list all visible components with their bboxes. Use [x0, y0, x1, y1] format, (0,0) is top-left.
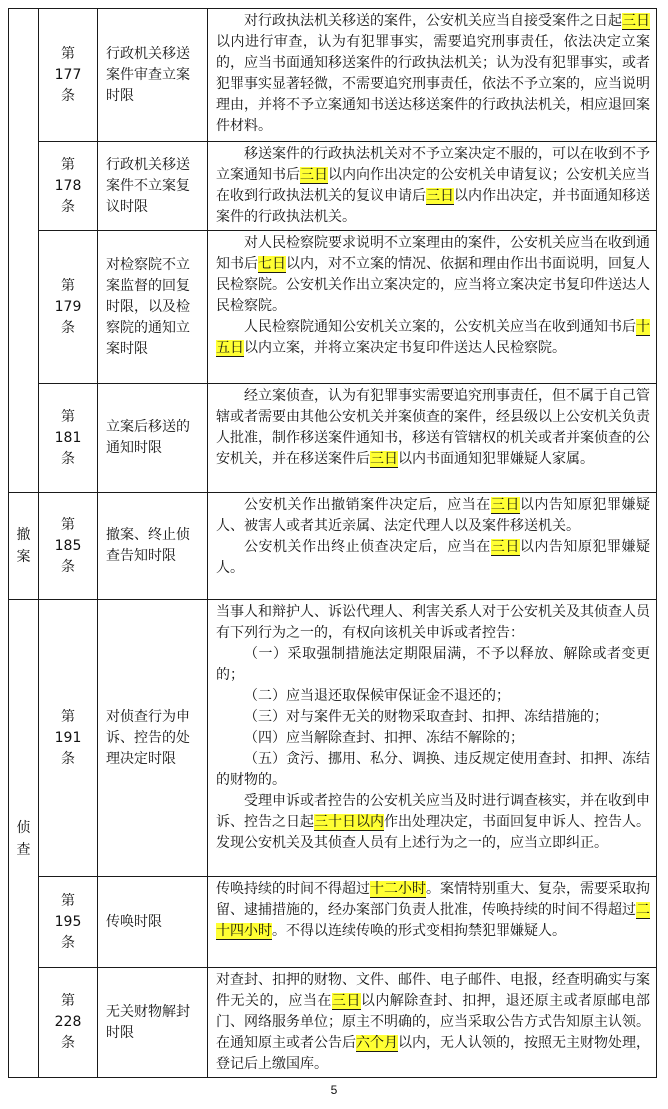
highlighted-term: 三日	[300, 167, 328, 183]
highlighted-term: 三日	[331, 993, 361, 1009]
time-limits-table	[8, 8, 657, 1078]
content-cell	[208, 142, 657, 231]
article-number: 第 178 条	[39, 142, 98, 231]
article-number: 第 228 条	[39, 968, 98, 1078]
table-row	[9, 231, 657, 384]
paragraph: 受理申诉或者控告的公安机关应当及时进行调查核实，并在收到申诉、控告之日起三十日以内作出处理决定，书面回复申诉人、控告人。发现公安机关及其侦查人员有上述行为之一的，应当立即纠正。	[216, 793, 650, 851]
article-number: 第 195 条	[39, 877, 98, 968]
topic-cell: 行政机关移送案件不立案复议时限	[98, 142, 208, 231]
list-item: （五）贪污、挪用、私分、调换、违反规定使用查封、扣押、冻结的财物的。	[216, 751, 650, 788]
topic-cell: 对检察院不立案监督的回复时限，以及检察院的通知立案时限	[98, 231, 208, 384]
article-number: 第 179 条	[39, 231, 98, 384]
highlighted-term: 三日	[490, 497, 520, 513]
paragraph: 公安机关作出撤销案件决定后，应当在三日以内告知原犯罪嫌疑人、被害人或者其近亲属、法定代理人以及案件移送机关。	[216, 497, 651, 534]
highlighted-term: 三日	[490, 539, 520, 555]
paragraph: 对查封、扣押的财物、文件、邮件、电子邮件、电报，经查明确实与案件无关的，应当在三日以内解除查封、扣押，退还原主或者原邮电部门、网络服务单位；原主不明确的，应当采取公告方式告知原主认领。在通知原主或者公告后六个月以内，无人认领的，按照无主财物处理，登记后上缴国库。	[216, 972, 651, 1072]
highlighted-term: 三十日以内	[314, 814, 384, 830]
article-number: 第 177 条	[39, 9, 98, 142]
stage-cell-withdraw: 撤 案	[9, 493, 39, 600]
table-row	[9, 142, 657, 231]
highlighted-term: 七日	[258, 256, 286, 272]
highlighted-term: 二十四小时	[216, 902, 650, 939]
list-item: （三）对与案件无关的财物采取查封、扣押、冻结措施的；	[244, 709, 608, 725]
table-row	[9, 384, 657, 493]
table-row	[9, 9, 657, 142]
article-number: 第 185 条	[39, 493, 98, 600]
highlighted-term: 十二小时	[370, 881, 426, 897]
paragraph: 人民检察院通知公安机关立案的，公安机关应当在收到通知书后十五日以内立案，并将立案决定书复印件送达人民检察院。	[216, 319, 650, 356]
content-cell	[208, 9, 657, 142]
paragraph: 公安机关作出终止侦查决定后，应当在三日以内告知原犯罪嫌疑人。	[216, 539, 651, 576]
paragraph: 当事人和辩护人、诉讼代理人、利害关系人对于公安机关及其侦查人员有下列行为之一的，有权向该机关申诉或者控告：	[216, 604, 650, 641]
table-row	[9, 968, 657, 1078]
list-item: （二）应当退还取保候审保证金不退还的；	[244, 688, 510, 704]
stage-cell-investigate: 侦 查	[9, 600, 39, 1078]
content-cell	[208, 600, 657, 877]
topic-cell: 传唤时限	[98, 877, 208, 968]
table-row	[9, 493, 657, 600]
table-row	[9, 877, 657, 968]
topic-cell: 行政机关移送案件审查立案时限	[98, 9, 208, 142]
paragraph: 对人民检察院要求说明不立案理由的案件，公安机关应当在收到通知书后七日以内，对不立案的情况、依据和理由作出书面说明，回复人民检察院。公安机关作出立案决定的，应当将立案决定书复印件送达人民检察院。	[216, 235, 650, 314]
highlighted-term: 六个月	[356, 1035, 398, 1051]
content-cell	[208, 968, 657, 1078]
highlighted-term: 三日	[622, 13, 650, 29]
topic-cell: 立案后移送的通知时限	[98, 384, 208, 493]
content-cell	[208, 231, 657, 384]
topic-cell: 对侦查行为申诉、控告的处理决定时限	[98, 600, 208, 877]
content-cell	[208, 384, 657, 493]
table-row	[9, 600, 657, 877]
paragraph: 对行政执法机关移送的案件，公安机关应当自接受案件之日起三日以内进行审查，认为有犯罪事实，需要追究刑事责任，依法决定立案的，应当书面通知移送案件的行政执法机关；认为没有犯罪事实，或者犯罪事实显著轻微，不需要追究刑事责任，依法不予立案的，应当说明理由，并将不予立案通知书送达移送案件的行政执法机关，相应退回案件材料。	[216, 13, 650, 134]
paragraph: 传唤持续的时间不得超过十二小时。案情特别重大、复杂，需要采取拘留、逮捕措施的，经办案部门负责人批准，传唤持续的时间不得超过二十四小时。不得以连续传唤的形式变相拘禁犯罪嫌疑人。	[216, 881, 650, 939]
topic-cell: 无关财物解封时限	[98, 968, 208, 1078]
stage-cell-filing	[9, 9, 39, 493]
content-cell	[208, 493, 657, 600]
paragraph: 经立案侦查，认为有犯罪事实需要追究刑事责任，但不属于自己管辖或者需要由其他公安机关并案侦查的案件，经县级以上公安机关负责人批准，制作移送案件通知书，移送有管辖权的机关或者并案侦查的公安机关，并在移送案件后三日以内书面通知犯罪嫌疑人家属。	[216, 388, 650, 467]
topic-cell: 撤案、终止侦查告知时限	[98, 493, 208, 600]
article-number: 第 191 条	[39, 600, 98, 877]
highlighted-term: 三日	[370, 451, 398, 467]
highlighted-term: 三日	[426, 188, 454, 204]
list-item: （一）采取强制措施法定期限届满，不予以释放、解除或者变更的；	[216, 646, 650, 683]
list-item: （四）应当解除查封、扣押、冻结不解除的；	[244, 730, 524, 746]
content-cell	[208, 877, 657, 968]
highlighted-term: 十五日	[216, 319, 650, 356]
page-number: 5	[330, 1083, 338, 1097]
article-number: 第 181 条	[39, 384, 98, 493]
paragraph: 移送案件的行政执法机关对不予立案决定不服的，可以在收到不予立案通知书后三日以内向作出决定的公安机关申请复议；公安机关应当在收到行政执法机关的复议申请后三日以内作出决定，并书面通知移送案件的行政执法机关。	[216, 146, 650, 225]
